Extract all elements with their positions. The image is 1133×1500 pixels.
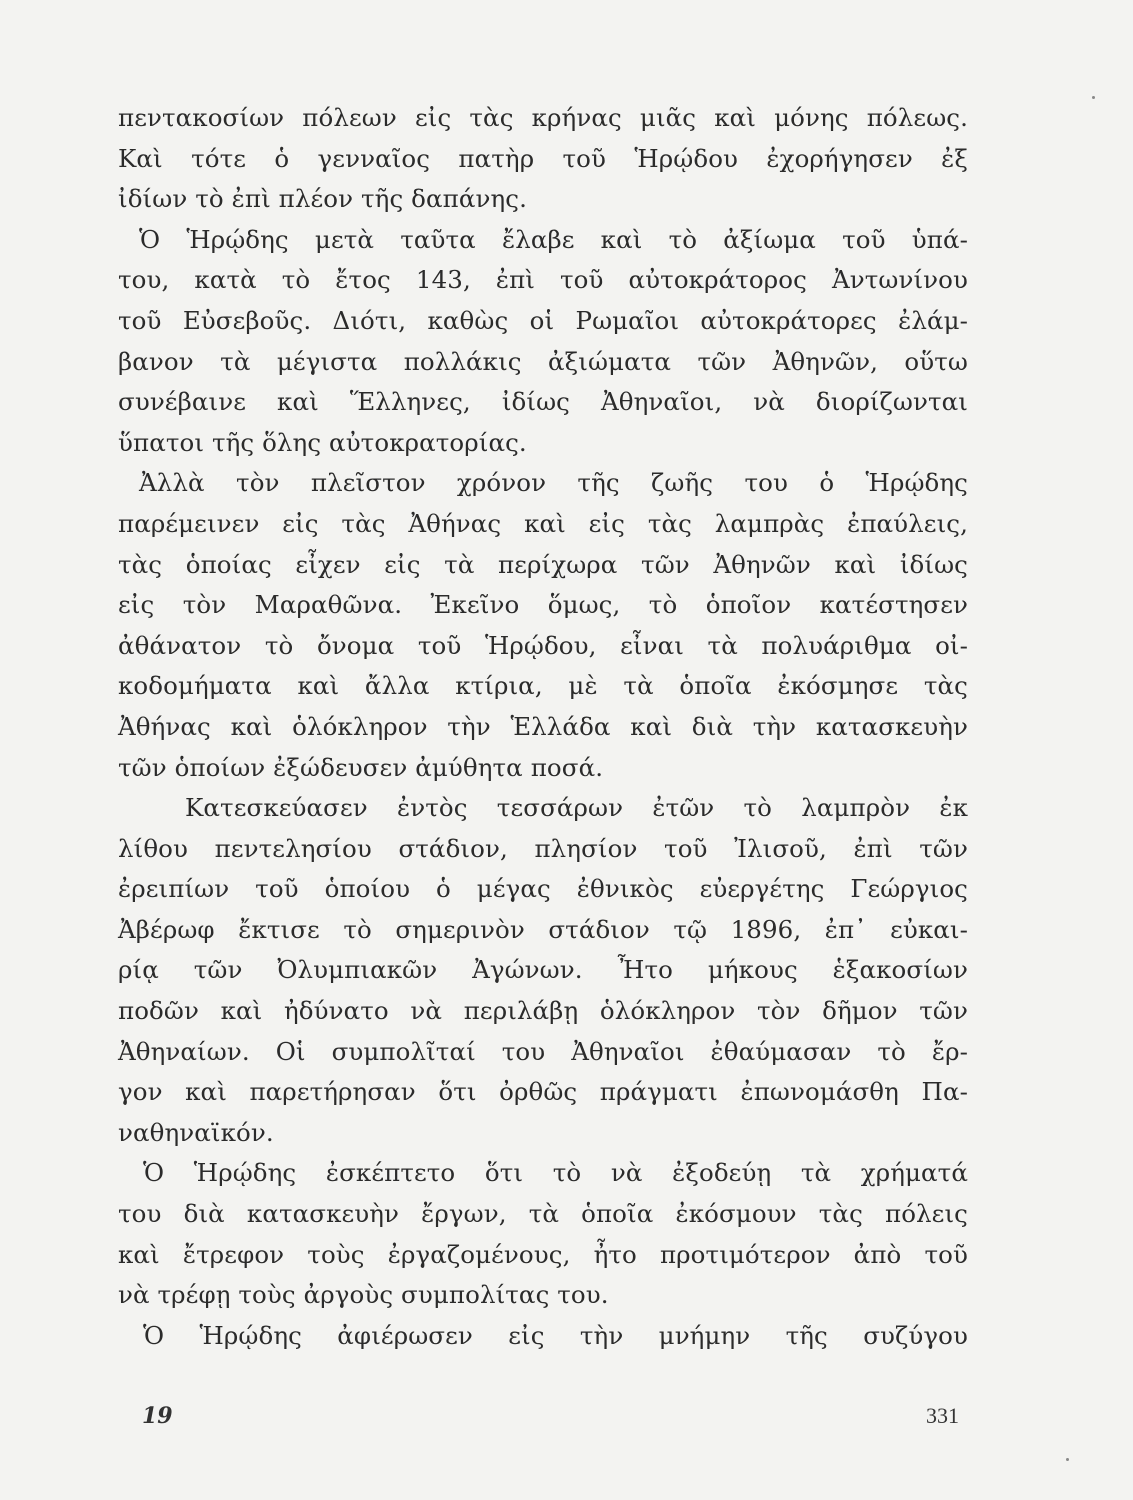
text-line: λίθου πεντελησίου στάδιον, πλησίον τοῦ Ἰλισοῦ, ἐπὶ τῶν [118,833,968,863]
text-line: Ἀθήνας καὶ ὁλόκληρον τὴν Ἑλλάδα καὶ διὰ τὴν κατασκευὴν [118,711,968,741]
text-line: βανον τὰ μέγιστα πολλάκις ἀξιώματα τῶν Ἀθηνῶν, οὕτω [118,346,968,376]
text-line: νὰ τρέφῃ τοὺς ἀργοὺς συμπολίτας του. [118,1280,609,1310]
text-line: ναθηναϊκόν. [118,1117,274,1147]
text-line: του διὰ κατασκευὴν ἔργων, τὰ ὁποῖα ἐκόσμουν τὰς πόλεις [118,1199,968,1229]
text-line: καὶ ἔτρεφον τοὺς ἐργαζομένους, ἦτο προτιμότερον ἀπὸ τοῦ [118,1239,968,1269]
text-line: πεντακοσίων πόλεων εἰς τὰς κρήνας μιᾶς καὶ μόνης πόλεως. [118,103,968,132]
text-line: τῶν ὁποίων ἐξώδευσεν ἀμύθητα ποσά. [118,752,604,782]
paper-speck [1066,1458,1069,1461]
text-line: Ἀβέρωφ ἔκτισε τὸ σημερινὸν στάδιον τῷ 1896, ἐπ᾿ εὐκαι- [118,914,968,944]
text-line: ρίᾳ τῶν Ὀλυμπιακῶν Ἀγώνων. Ἦτο μήκους ἑξακοσίων [118,955,968,985]
text-line: συνέβαινε καὶ Ἕλληνες, ἰδίως Ἀθηναῖοι, νὰ διορίζωνται [118,387,968,417]
text-line: ἰδίων τὸ ἐπὶ πλέον τῆς δαπάνης. [118,184,527,214]
text-line: εἰς τὸν Μαραθῶνα. Ἐκεῖνο ὅμως, τὸ ὁποῖον κατέστησεν [118,590,968,620]
text-line: ἐρειπίων τοῦ ὁποίου ὁ μέγας ἐθνικὸς εὐεργέτης Γεώργιος [118,874,968,904]
body-text [118,98,968,1356]
text-line: κοδομήματα καὶ ἄλλα κτίρια, μὲ τὰ ὁποῖα ἐκόσμησε τὰς [118,671,968,701]
signature-mark: 19 [142,1403,173,1429]
text-line: ἀθάνατον τὸ ὄνομα τοῦ Ἡρῴδου, εἶναι τὰ πολυάριθμα οἰ- [118,630,968,660]
text-line: γον καὶ παρετήρησαν ὅτι ὀρθῶς πράγματι ἐπωνομάσθη Πα- [118,1077,968,1107]
text-line: τὰς ὁποίας εἶχεν εἰς τὰ περίχωρα τῶν Ἀθηνῶν καὶ ἰδίως [118,549,968,579]
text-line: παρέμεινεν εἰς τὰς Ἀθήνας καὶ εἰς τὰς λαμπρὰς ἐπαύλεις, [118,508,968,538]
paper-speck [1092,96,1095,99]
text-line: Ἀλλὰ τὸν πλεῖστον χρόνον τῆς ζωῆς του ὁ Ἡρῴδης [139,468,968,498]
text-line: Ὁ Ἡρῴδης ἐσκέπτετο ὅτι τὸ νὰ ἐξοδεύῃ τὰ χρήματά [143,1158,968,1188]
text-line: του, κατὰ τὸ ἔτος 143, ἐπὶ τοῦ αὐτοκράτορος Ἀντωνίνου [118,265,968,295]
text-line: Κατεσκεύασεν ἐντὸς τεσσάρων ἐτῶν τὸ λαμπρὸν ἐκ [185,793,968,823]
text-line: Ὁ Ἡρῴδης μετὰ ταῦτα ἔλαβε καὶ τὸ ἀξίωμα τοῦ ὑπά- [139,224,968,254]
text-line: ὕπατοι τῆς ὅλης αὐτοκρατορίας. [118,427,527,457]
page-number: 331 [926,1403,959,1428]
text-line: Καὶ τότε ὁ γενναῖος πατὴρ τοῦ Ἡρῴδου ἐχορήγησεν ἐξ [118,143,968,173]
text-line: Ὁ Ἡρῴδης ἀφιέρωσεν εἰς τὴν μνήμην τῆς συζύγου [143,1320,968,1350]
text-line: τοῦ Εὐσεβοῦς. Διότι, καθὼς οἱ Ρωμαῖοι αὐτοκράτορες ἐλάμ- [118,305,968,335]
text-line: Ἀθηναίων. Οἱ συμπολῖταί του Ἀθηναῖοι ἐθαύμασαν τὸ ἔρ- [118,1036,968,1066]
text-line: ποδῶν καὶ ἠδύνατο νὰ περιλάβῃ ὁλόκληρον τὸν δῆμον τῶν [118,996,968,1026]
